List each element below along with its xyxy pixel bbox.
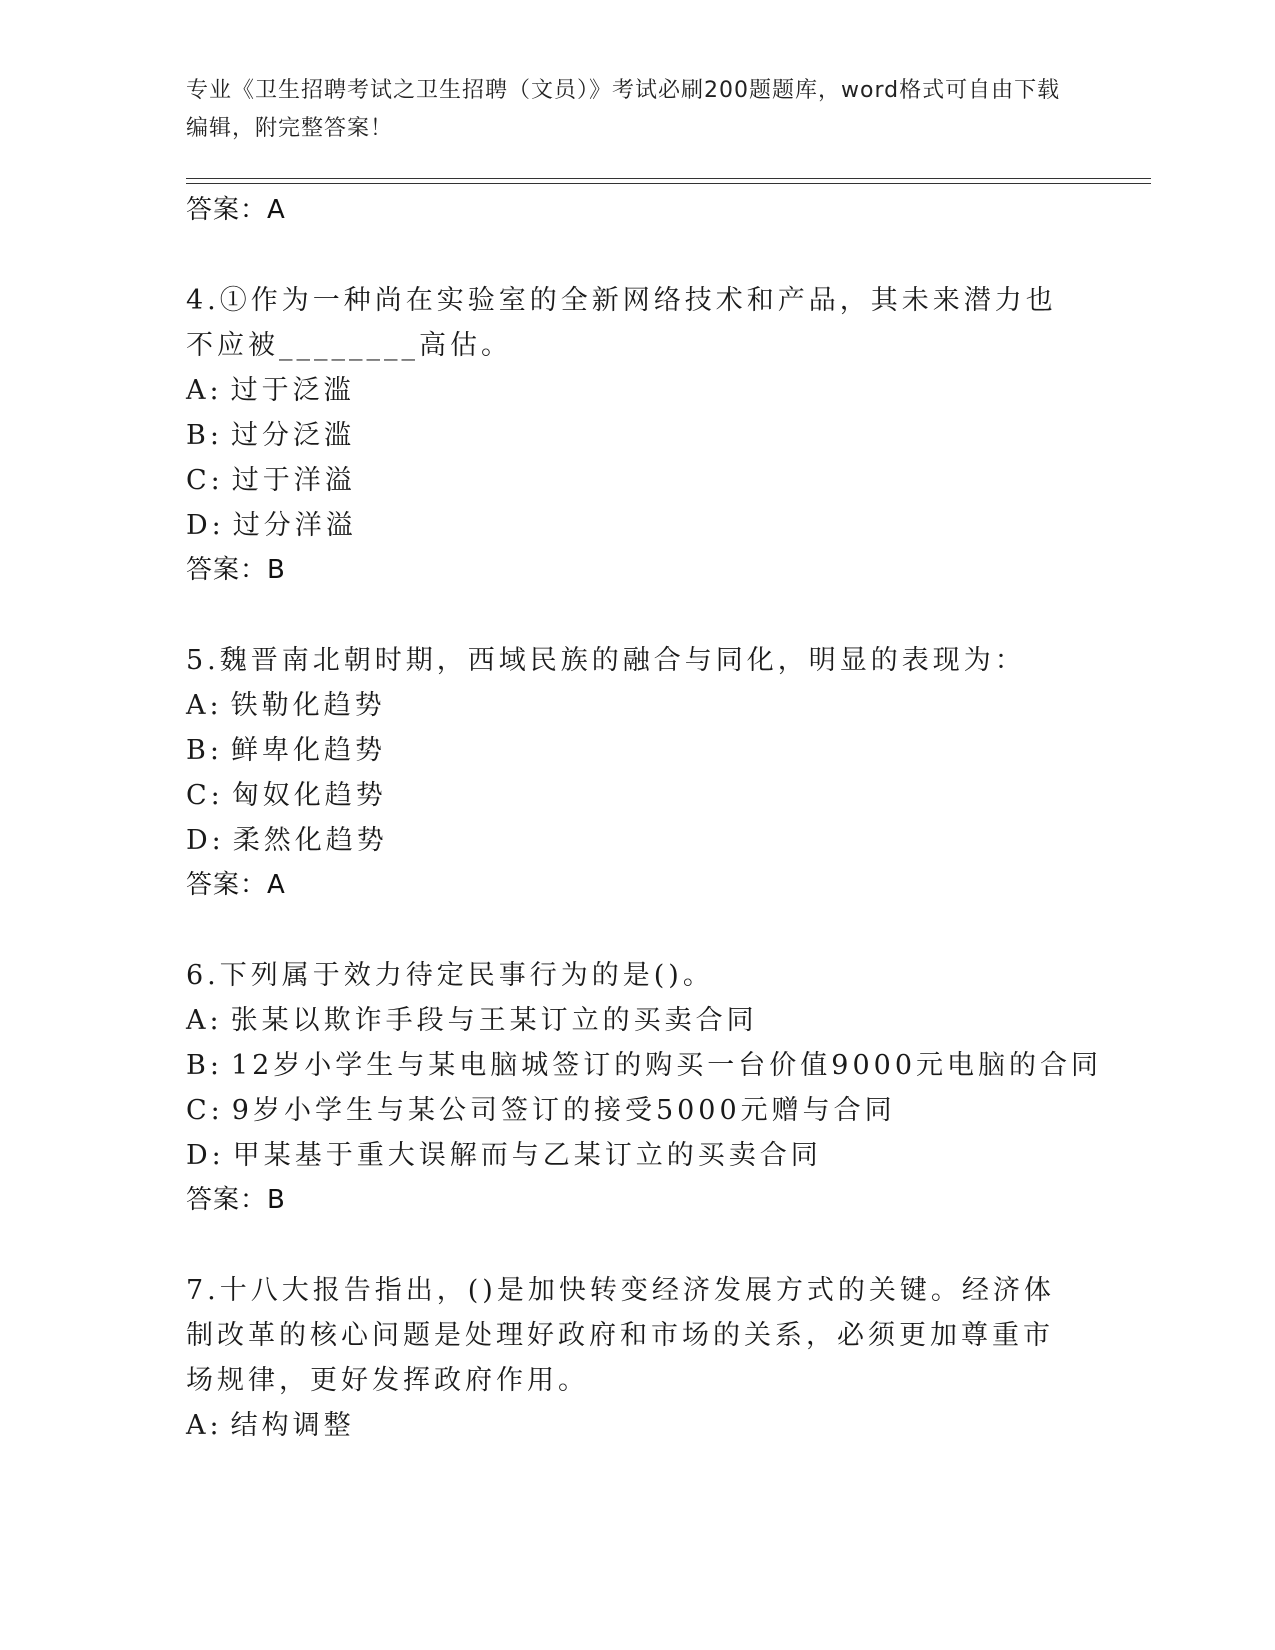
- page-header: [186, 72, 1076, 148]
- question-block: [186, 953, 1103, 1223]
- option-text: 过分泛滥: [230, 420, 355, 451]
- option-d: [186, 818, 1076, 863]
- option-a: [186, 368, 1076, 413]
- option-text: 张某以欺诈手段与王某订立的买卖合同: [230, 1005, 758, 1036]
- option-letter: B:: [186, 420, 223, 451]
- option-text: 9岁小学生与某公司签订的接受5000元赠与合同: [231, 1095, 896, 1126]
- option-c: [186, 458, 1076, 503]
- option-text: 过于泛滥: [230, 375, 355, 406]
- answer-line: 答案：B: [186, 1185, 286, 1215]
- option-b: [186, 1043, 1103, 1088]
- option-text: 鲜卑化趋势: [230, 735, 386, 766]
- option-c: [186, 1088, 1076, 1133]
- option-text: 甲某基于重大误解而与乙某订立的买卖合同: [232, 1140, 822, 1171]
- option-text: 12岁小学生与某电脑城签订的购买一台价值9000元电脑的合同: [230, 1050, 1103, 1081]
- option-letter: D:: [186, 510, 225, 541]
- option-b: [186, 728, 1076, 773]
- option-text: 过于洋溢: [231, 465, 356, 496]
- option-letter: B:: [186, 1050, 223, 1081]
- question-block: [186, 1268, 1076, 1448]
- option-letter: D:: [186, 825, 225, 856]
- question-text: 7.十八大报告指出，()是加快转变经济发展方式的关键。经济体制改革的核心问题是处理好政府和市场的关系，必须更加尊重市场规律，更好发挥政府作用。: [186, 1275, 1055, 1396]
- option-a: [186, 1403, 1076, 1448]
- option-text: 结构调整: [230, 1410, 355, 1441]
- question-text: 6.下列属于效力待定民事行为的是()。: [186, 960, 714, 991]
- answer-line: 答案：A: [186, 195, 286, 225]
- option-letter: C:: [186, 465, 224, 496]
- option-text: 匈奴化趋势: [231, 780, 387, 811]
- header-divider: [186, 178, 1151, 179]
- option-text: 柔然化趋势: [232, 825, 388, 856]
- option-letter: A:: [186, 1005, 223, 1036]
- option-letter: C:: [186, 780, 224, 811]
- header-text: 专业《卫生招聘考试之卫生招聘（文员）》考试必刷200题题库，word格式可自由下载编辑，附完整答案！: [186, 78, 1061, 141]
- option-a: [186, 998, 1076, 1043]
- question-text: 4.①作为一种尚在实验室的全新网络技术和产品，其未来潜力也不应被________高估。: [186, 285, 1057, 361]
- answer-line: 答案：B: [186, 555, 286, 585]
- question-block: [186, 278, 1076, 593]
- header-divider-secondary: [186, 183, 1151, 184]
- option-letter: B:: [186, 735, 223, 766]
- option-letter: A:: [186, 690, 223, 721]
- question-text: 5.魏晋南北朝时期，西域民族的融合与同化，明显的表现为：: [186, 645, 1026, 676]
- option-letter: D:: [186, 1140, 225, 1171]
- document-body: [186, 188, 1103, 1448]
- option-d: [186, 503, 1076, 548]
- option-a: [186, 683, 1076, 728]
- answer-line: 答案：A: [186, 870, 286, 900]
- option-d: [186, 1133, 1076, 1178]
- option-c: [186, 773, 1076, 818]
- option-letter: A:: [186, 375, 223, 406]
- option-letter: C:: [186, 1095, 224, 1126]
- question-block: [186, 638, 1076, 908]
- option-letter: A:: [186, 1410, 223, 1441]
- option-text: 过分洋溢: [232, 510, 357, 541]
- option-text: 铁勒化趋势: [230, 690, 386, 721]
- option-b: [186, 413, 1076, 458]
